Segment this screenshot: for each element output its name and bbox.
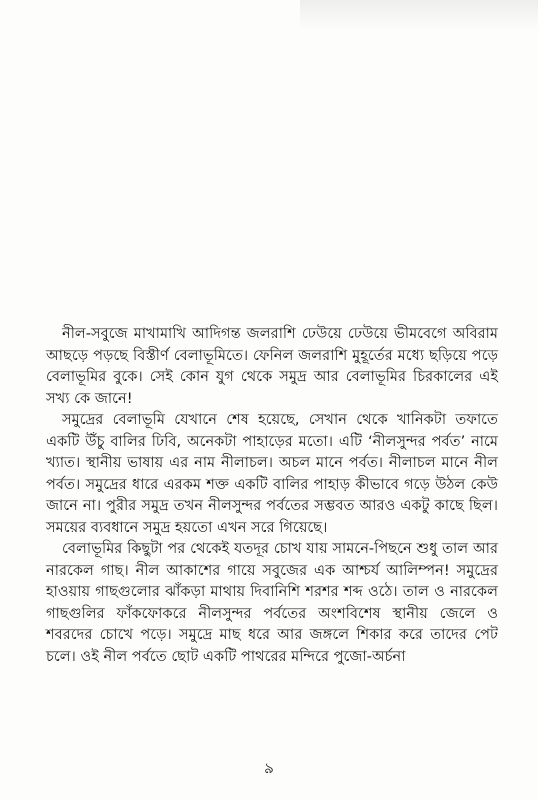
scan-shadow — [300, 0, 538, 30]
page-number: ৯ — [264, 759, 274, 777]
paragraph-2: সমুদ্রের বেলাভূমি যেখানে শেষ হয়েছে, সেখান থেকে খানিকটা তফাতে একটি উঁচু বালির ঢিবি, অনেকটা পাহাড়ের মতো। এটি ‘নীলসুন্দর পর্বত’ নামে খ্যাত। স্থানীয় ভাষায় এর নাম নীলাচল। অচল মানে পর্বত। নীলাচল মানে নীল পর্বত। সমুদ্রের ধারে এরকম শক্ত একটি বালির পাহাড় কীভাবে গড়ে উঠল কেউ জানে না। পুরীর সমুদ্র তখন নীলসুন্দর পর্বতের সম্ভবত আরও একটু কাছে ছিল। সময়ের ব্যবধানে সমুদ্র হয়তো এখন সরে গিয়েছে। — [46, 411, 498, 536]
paragraph-1: নীল-সবুজে মাখামাখি আদিগন্ত জলরাশি ঢেউয়ে ঢেউয়ে ভীমবেগে অবিরাম আছড়ে পড়ছে বিস্তীর্ণ বেলাভূমিতে। ফেনিল জলরাশি মুহূর্তের মধ্যে ছড়িয়ে পড়ে বেলাভূমির বুকে। সেই কোন যুগ থেকে সমুদ্র আর বেলাভূমির চিরকালের এই সখ্য কে জানে! — [46, 325, 498, 407]
body-text — [46, 323, 498, 667]
paragraph-3: বেলাভূমির কিছুটা পর থেকেই যতদূর চোখ যায় সামনে-পিছনে শুধু তাল আর নারকেল গাছ। নীল আকাশের গায়ে সবুজের এক আশ্চর্য আলিম্পন! সমুদ্রের হাওয়ায় গাছগুলোর ঝাঁকড়া মাথায় দিবানিশি শরশর শব্দ ওঠে। তাল ও নারকেল গাছগুলির ফাঁকফোকরে নীলসুন্দর পর্বতের অংশবিশেষ স্থানীয় জেলে ও শবরদের চোখে পড়ে। সমুদ্রে মাছ ধরে আর জঙ্গলে শিকার করে তাদের পেট চলে। ওই নীল পর্বতে ছোট একটি পাথরের মন্দিরে পুজো-অর্চনা — [46, 540, 498, 665]
